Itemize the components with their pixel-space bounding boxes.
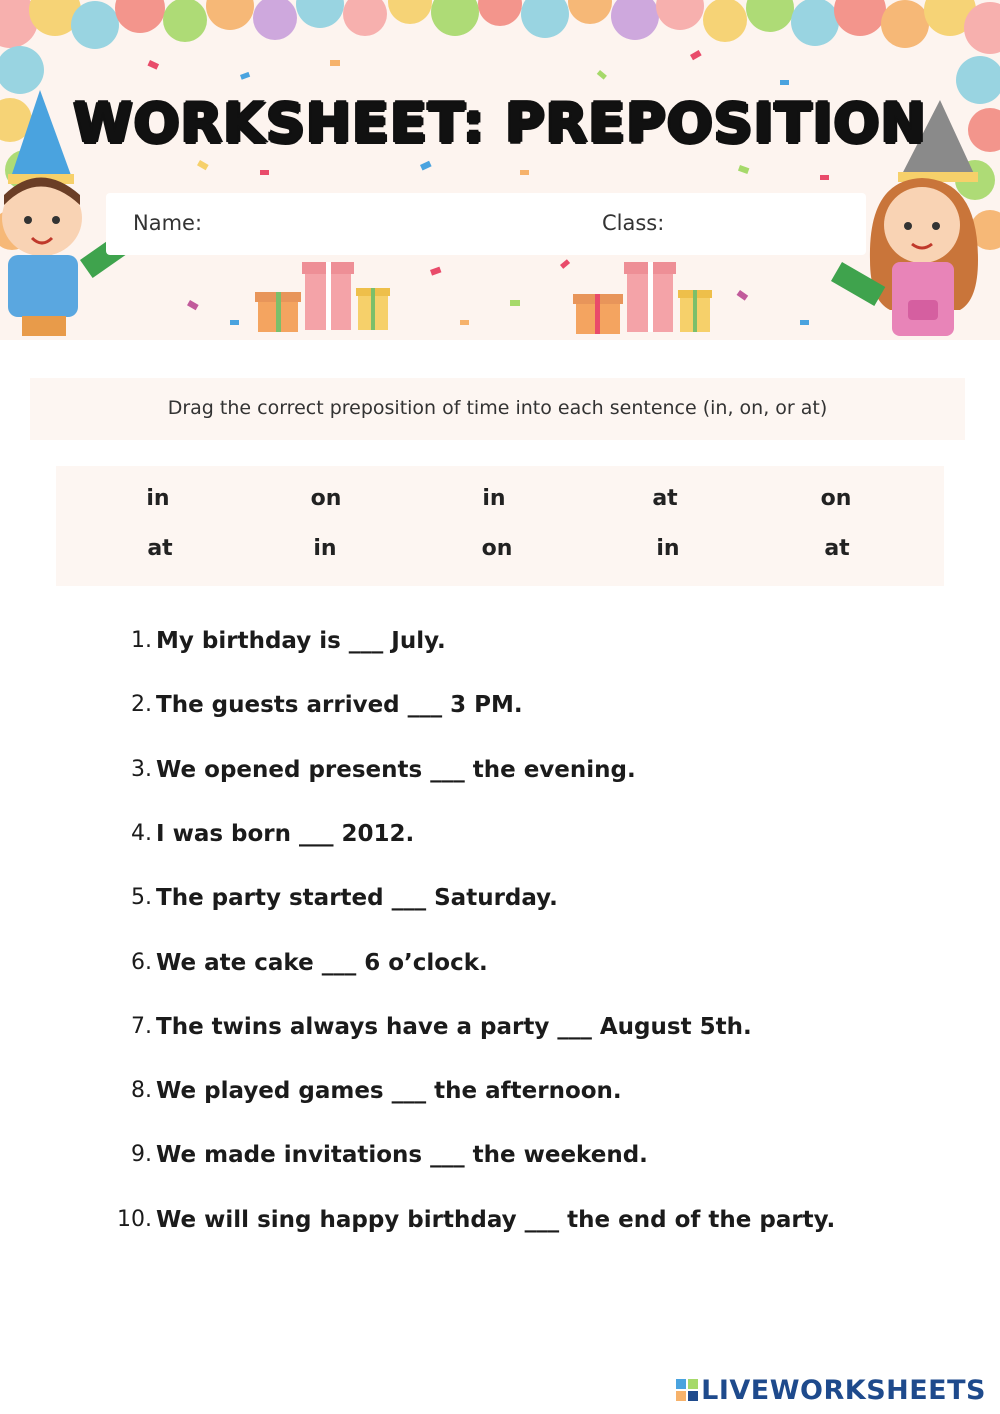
draggable-word[interactable]: in	[146, 486, 170, 511]
word-bank	[56, 466, 944, 586]
question-number: 6.	[131, 950, 152, 975]
question-text: We ate cake ___ 6 o’clock.	[156, 950, 488, 976]
draggable-word[interactable]: in	[482, 486, 506, 511]
gift-box-icon	[573, 262, 712, 334]
question-text: I was born ___ 2012.	[156, 821, 415, 847]
question-item	[0, 1207, 1000, 1247]
question-text: The twins always have a party ___ August 5th.	[156, 1014, 752, 1040]
question-text: My birthday is ___ July.	[156, 628, 446, 654]
question-item	[0, 692, 1000, 732]
brand-name: LIVEWORKSHEETS	[701, 1374, 986, 1406]
draggable-word[interactable]: on	[481, 536, 513, 561]
question-number: 3.	[131, 757, 152, 782]
question-item	[0, 757, 1000, 797]
name-class-box	[106, 193, 866, 255]
question-number: 5.	[131, 885, 152, 910]
question-text: The guests arrived ___ 3 PM.	[156, 692, 523, 718]
question-number: 9.	[131, 1142, 152, 1167]
draggable-word[interactable]: in	[313, 536, 337, 561]
question-number: 4.	[131, 821, 152, 846]
liveworksheets-logo-icon	[675, 1378, 699, 1402]
question-number: 8.	[131, 1078, 152, 1103]
question-item	[0, 1014, 1000, 1054]
class-label: Class:	[602, 211, 665, 235]
header-banner	[0, 0, 1000, 340]
question-number: 1.	[131, 628, 152, 653]
question-item	[0, 821, 1000, 861]
question-text: We opened presents ___ the evening.	[156, 757, 636, 783]
question-item	[0, 628, 1000, 668]
instruction-text: Drag the correct preposition of time into each sentence (in, on, or at)	[30, 378, 965, 440]
balloon-decoration	[0, 0, 1000, 340]
question-text: The party started ___ Saturday.	[156, 885, 558, 911]
draggable-word[interactable]: at	[652, 486, 678, 511]
page-title: WORKSHEET: PREPOSITION	[73, 92, 927, 155]
footer-brand	[675, 1374, 986, 1406]
question-item	[0, 1078, 1000, 1118]
gift-box-icon	[255, 262, 390, 332]
draggable-word[interactable]: in	[656, 536, 680, 561]
draggable-word[interactable]: at	[824, 536, 850, 561]
question-item	[0, 950, 1000, 990]
draggable-word[interactable]: on	[820, 486, 852, 511]
question-number: 2.	[131, 692, 152, 717]
draggable-word[interactable]: on	[310, 486, 342, 511]
question-item	[0, 885, 1000, 925]
question-text: We made invitations ___ the weekend.	[156, 1142, 648, 1168]
question-number: 10.	[117, 1207, 152, 1232]
name-label: Name:	[133, 211, 203, 235]
question-item	[0, 1142, 1000, 1182]
question-number: 7.	[131, 1014, 152, 1039]
question-text: We will sing happy birthday ___ the end of the party.	[156, 1207, 836, 1233]
draggable-word[interactable]: at	[147, 536, 173, 561]
question-text: We played games ___ the afternoon.	[156, 1078, 622, 1104]
